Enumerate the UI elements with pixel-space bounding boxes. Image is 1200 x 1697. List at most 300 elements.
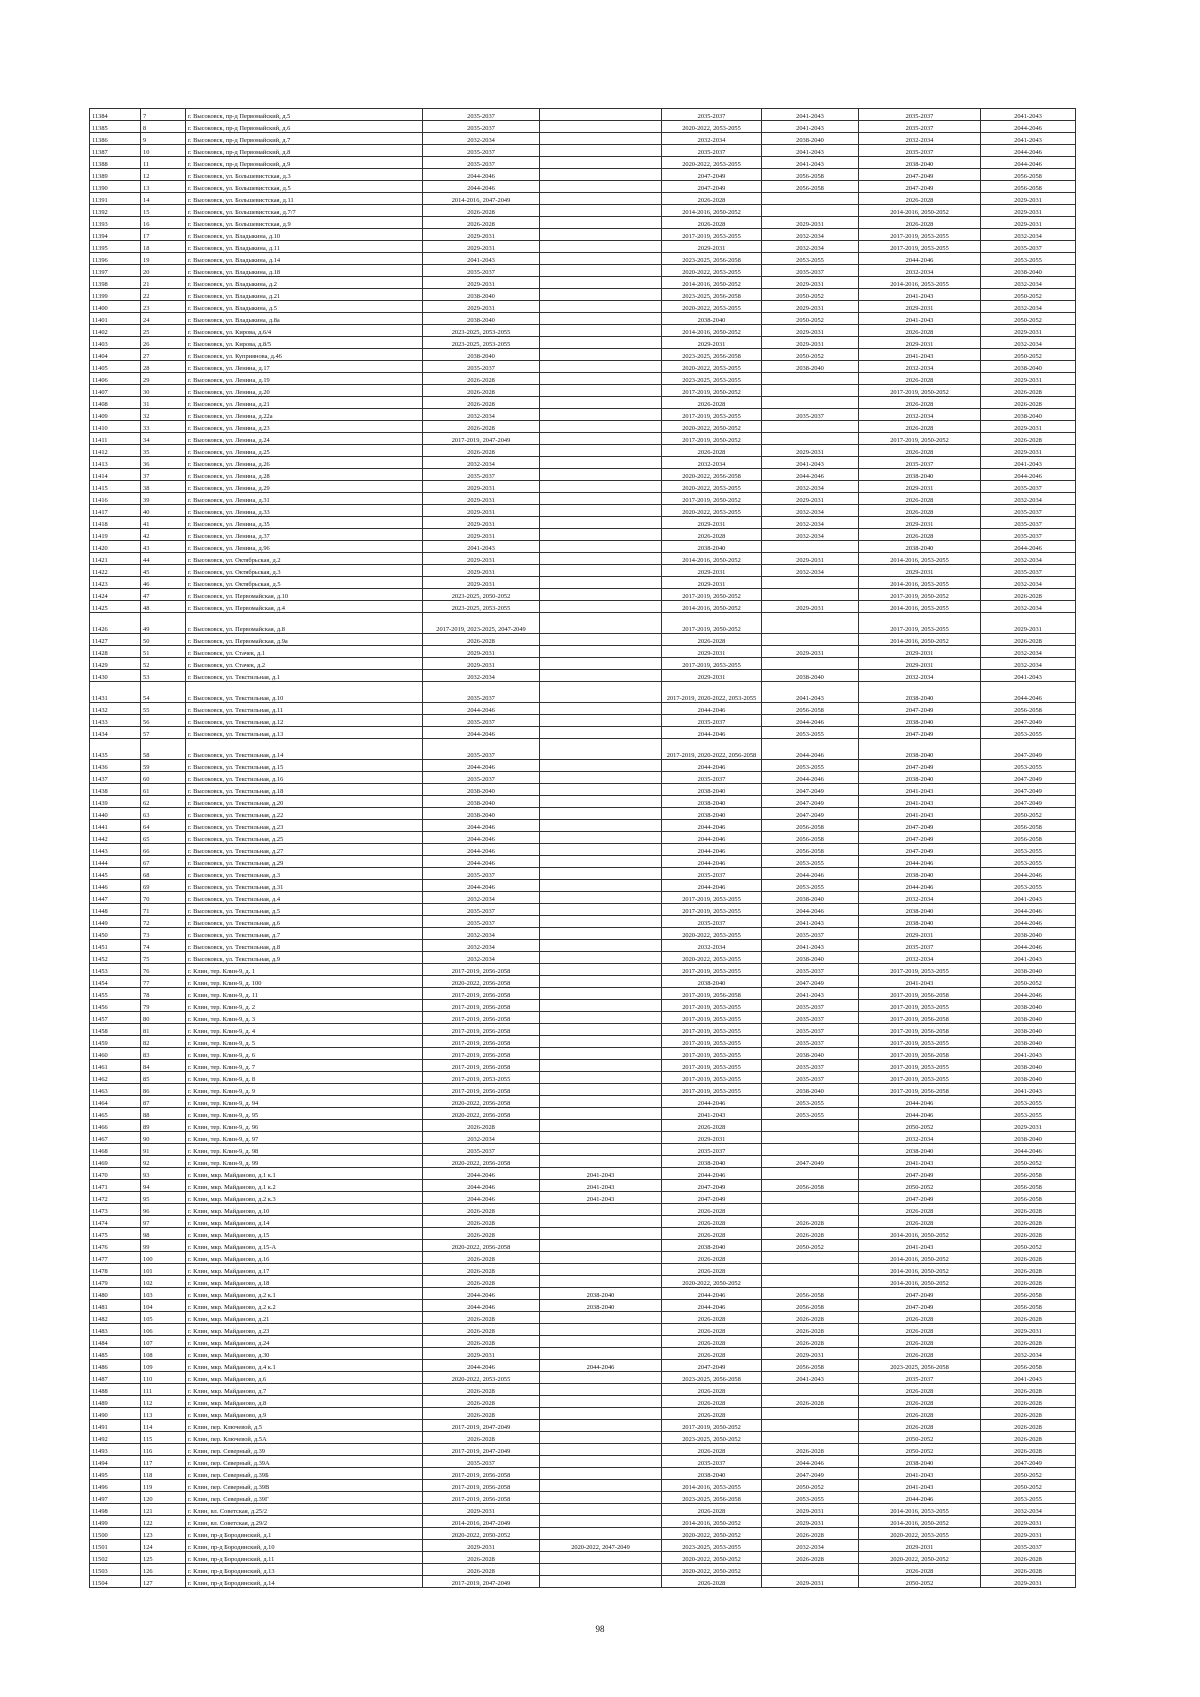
table-cell: 11387 (90, 145, 141, 157)
table-cell (540, 205, 662, 217)
table-row (90, 445, 1076, 457)
table-cell (540, 1084, 662, 1096)
table-cell: 2026-2028 (981, 1432, 1076, 1444)
table-cell (762, 1132, 859, 1144)
table-cell: 2029-2031 (423, 553, 540, 565)
table-cell: 11417 (90, 505, 141, 517)
table-cell: г. Клин, тер. Клин-9, д. 8 (186, 1072, 423, 1084)
table-cell (540, 1348, 662, 1360)
table-cell: 2041-2043 (981, 133, 1076, 145)
table-cell: 2056-2058 (762, 1360, 859, 1372)
table-cell: г. Высоковск, ул. Ленина, д.23 (186, 421, 423, 433)
table-cell: 80 (141, 1012, 186, 1024)
table-cell: 2032-2034 (859, 361, 981, 373)
table-cell: г. Клин, тер. Клин-9, д. 3 (186, 1012, 423, 1024)
table-row (90, 145, 1076, 157)
table-cell: г. Высоковск, ул. Кирова, д.6/4 (186, 325, 423, 337)
table-cell: 2020-2022, 2050-2052 (662, 1552, 762, 1564)
table-row (90, 1348, 1076, 1360)
table-cell: 2026-2028 (981, 397, 1076, 409)
table-cell: 2044-2046 (662, 727, 762, 739)
table-cell (762, 421, 859, 433)
table-cell: 2017-2019, 2053-2055 (662, 409, 762, 421)
table-cell: 2044-2046 (662, 856, 762, 868)
table-cell: г. Клин, пер. Ключевой, д.5А (186, 1432, 423, 1444)
table-cell: 2056-2058 (981, 1300, 1076, 1312)
table-cell: 2017-2019, 2053-2055 (662, 1000, 762, 1012)
table-cell (762, 433, 859, 445)
table-row (90, 1012, 1076, 1024)
table-row (90, 1204, 1076, 1216)
table-cell: 2017-2019, 2023-2025, 2047-2049 (423, 613, 540, 634)
table-cell: 11431 (90, 682, 141, 703)
table-cell: г. Высоковск, ул. Текстильная, д.23 (186, 820, 423, 832)
table-cell: 2035-2037 (981, 481, 1076, 493)
table-cell: 2014-2016, 2053-2055 (859, 601, 981, 613)
table-cell: 2029-2031 (423, 1540, 540, 1552)
table-cell: 83 (141, 1048, 186, 1060)
table-cell: г. Высоковск, ул. Текстильная, д.5 (186, 904, 423, 916)
table-cell: 2035-2037 (662, 109, 762, 121)
table-cell: г. Клин, мкр. Майданово, д.4 к.1 (186, 1360, 423, 1372)
table-cell: г. Клин, мкр. Майданово, д.9 (186, 1408, 423, 1420)
table-cell (540, 1456, 662, 1468)
table-cell: 2020-2022, 2053-2055 (662, 157, 762, 169)
table-cell: 2044-2046 (762, 1456, 859, 1468)
table-cell: 2026-2028 (859, 493, 981, 505)
table-cell: 2026-2028 (662, 193, 762, 205)
table-cell: 2044-2046 (981, 940, 1076, 952)
table-cell (540, 940, 662, 952)
table-cell: г. Высоковск, ул. Стачек, д.2 (186, 658, 423, 670)
table-cell: 11392 (90, 205, 141, 217)
table-cell: 2041-2043 (859, 1468, 981, 1480)
table-cell: 11495 (90, 1468, 141, 1480)
table-cell: 2026-2028 (662, 1396, 762, 1408)
table-cell: г. Высоковск, ул. Владыкина, д.10 (186, 229, 423, 241)
table-cell (540, 904, 662, 916)
table-cell: 2029-2031 (859, 646, 981, 658)
table-cell: г. Высоковск, ул. Большевистская, д.11 (186, 193, 423, 205)
table-cell (762, 373, 859, 385)
table-cell: г. Высоковск, ул. Октябрьская, д.5 (186, 577, 423, 589)
table-cell: 2041-2043 (859, 1156, 981, 1168)
table-cell: 109 (141, 1360, 186, 1372)
table-cell: 2044-2046 (981, 145, 1076, 157)
table-cell: г. Клин, мкр. Майданово, д.2 к.3 (186, 1192, 423, 1204)
table-cell: 2038-2040 (423, 784, 540, 796)
table-row (90, 349, 1076, 361)
table-cell: 11414 (90, 469, 141, 481)
table-cell: 59 (141, 760, 186, 772)
table-cell: 40 (141, 505, 186, 517)
table-row (90, 1216, 1076, 1228)
table-cell: 2038-2040 (981, 361, 1076, 373)
table-cell: г. Клин, тер. Клин-9, д. 2 (186, 1000, 423, 1012)
table-cell: 2041-2043 (981, 670, 1076, 682)
table-cell: 62 (141, 796, 186, 808)
table-cell (540, 634, 662, 646)
table-row (90, 703, 1076, 715)
table-row (90, 820, 1076, 832)
table-cell: 2014-2016, 2053-2055 (859, 277, 981, 289)
table-cell: г. Клин, пер. Северный, д.39 (186, 1444, 423, 1456)
table-cell: 2044-2046 (981, 868, 1076, 880)
table-cell: г. Высоковск, ул. Текстильная, д.6 (186, 916, 423, 928)
table-cell: 2029-2031 (423, 517, 540, 529)
table-cell: г. Высоковск, ул. Ленина, д.20 (186, 385, 423, 397)
table-cell: 11500 (90, 1528, 141, 1540)
table-cell (540, 265, 662, 277)
table-cell: 2044-2046 (981, 157, 1076, 169)
table-cell: 11447 (90, 892, 141, 904)
table-cell: 2014-2016, 2050-2052 (859, 1264, 981, 1276)
table-cell: г. Высоковск, ул. Текстильная, д.13 (186, 727, 423, 739)
table-cell: 2017-2019, 2056-2058 (423, 1480, 540, 1492)
table-cell: 2026-2028 (859, 421, 981, 433)
table-cell: 38 (141, 481, 186, 493)
table-cell: 76 (141, 964, 186, 976)
table-cell: 2053-2055 (762, 727, 859, 739)
table-cell: г. Высоковск, ул. Ленина, д.19 (186, 373, 423, 385)
table-cell: 2038-2040 (762, 892, 859, 904)
table-cell: 2026-2028 (859, 1564, 981, 1576)
table-cell: 2017-2019, 2050-2052 (859, 589, 981, 601)
table-row (90, 121, 1076, 133)
table-cell: 8 (141, 121, 186, 133)
table-cell: 2047-2049 (859, 169, 981, 181)
table-cell: 2038-2040 (859, 904, 981, 916)
table-cell: 2029-2031 (859, 337, 981, 349)
table-cell: 11489 (90, 1396, 141, 1408)
table-cell: 2026-2028 (423, 1396, 540, 1408)
table-cell: 39 (141, 493, 186, 505)
table-cell: 2017-2019, 2050-2052 (859, 433, 981, 445)
table-cell: г. Высоковск, ул. Владыкина, д.8а (186, 313, 423, 325)
table-cell: 2047-2049 (762, 976, 859, 988)
table-cell: г. Высоковск, ул. Текстильная, д.9 (186, 952, 423, 964)
table-cell: 2041-2043 (423, 253, 540, 265)
table-cell: 11502 (90, 1552, 141, 1564)
table-cell (540, 517, 662, 529)
table-cell: г. Высоковск, ул. Текстильная, д.22 (186, 808, 423, 820)
table-cell: 2047-2049 (981, 715, 1076, 727)
table-cell (540, 1132, 662, 1144)
table-cell: г. Высоковск, ул. Ленина, д.21 (186, 397, 423, 409)
table-cell: 2029-2031 (762, 1516, 859, 1528)
table-row (90, 892, 1076, 904)
table-cell: г. Высоковск, ул. Владыкина, д.5 (186, 301, 423, 313)
table-cell: 2050-2052 (859, 1444, 981, 1456)
table-cell: 11483 (90, 1324, 141, 1336)
table-cell: 2026-2028 (423, 1312, 540, 1324)
table-cell: 2044-2046 (981, 541, 1076, 553)
table-cell: 2029-2031 (423, 481, 540, 493)
table-cell: 2032-2034 (423, 952, 540, 964)
table-cell: 2032-2034 (423, 409, 540, 421)
table-cell: 2038-2040 (981, 1000, 1076, 1012)
table-cell: 20 (141, 265, 186, 277)
table-cell: 2044-2046 (423, 820, 540, 832)
table-cell: 2020-2022, 2053-2055 (662, 952, 762, 964)
table-cell: 11398 (90, 277, 141, 289)
table-row (90, 1096, 1076, 1108)
table-row (90, 1060, 1076, 1072)
table-cell: 2017-2019, 2050-2052 (662, 589, 762, 601)
table-cell (762, 1144, 859, 1156)
table-cell: 2038-2040 (662, 1468, 762, 1480)
table-cell (540, 1372, 662, 1384)
table-cell: 2044-2046 (859, 1492, 981, 1504)
table-cell: 11429 (90, 658, 141, 670)
table-cell: 2035-2037 (423, 904, 540, 916)
table-cell: 2026-2028 (662, 1348, 762, 1360)
schedule-table-sheet (89, 108, 1071, 1588)
table-cell: 2029-2031 (981, 613, 1076, 634)
table-row (90, 1228, 1076, 1240)
table-cell: г. Клин, пер. Северный, д.39В (186, 1480, 423, 1492)
table-cell: 2020-2022, 2056-2058 (662, 469, 762, 481)
table-cell (540, 505, 662, 517)
table-row (90, 760, 1076, 772)
table-cell (540, 601, 662, 613)
table-cell (762, 205, 859, 217)
table-cell: 2026-2028 (859, 325, 981, 337)
table-cell: 2026-2028 (423, 1264, 540, 1276)
table-cell: 2026-2028 (423, 1408, 540, 1420)
table-cell: 2050-2052 (762, 289, 859, 301)
table-cell: 74 (141, 940, 186, 952)
table-cell: г. Клин, тер. Клин-9, д. 6 (186, 1048, 423, 1060)
table-row (90, 952, 1076, 964)
table-cell: 2044-2046 (981, 1144, 1076, 1156)
table-cell: 2020-2022, 2050-2052 (662, 1564, 762, 1576)
table-cell: 121 (141, 1504, 186, 1516)
table-cell: 11430 (90, 670, 141, 682)
table-cell (540, 589, 662, 601)
table-cell: 2026-2028 (423, 421, 540, 433)
table-cell: 2044-2046 (423, 1360, 540, 1372)
table-row (90, 1444, 1076, 1456)
table-cell: 2041-2043 (981, 1084, 1076, 1096)
table-cell: 2032-2034 (762, 229, 859, 241)
table-cell (762, 634, 859, 646)
table-cell: 2035-2037 (762, 964, 859, 976)
table-cell: 2026-2028 (423, 1204, 540, 1216)
table-cell: 2041-2043 (859, 1480, 981, 1492)
table-row (90, 421, 1076, 433)
table-cell: 92 (141, 1156, 186, 1168)
table-cell: 2023-2025, 2053-2055 (423, 337, 540, 349)
table-cell: 2014-2016, 2050-2052 (662, 553, 762, 565)
table-cell (540, 193, 662, 205)
table-cell (540, 1276, 662, 1288)
table-cell: 2053-2055 (981, 1492, 1076, 1504)
table-cell: 2017-2019, 2053-2055 (859, 1036, 981, 1048)
table-cell: 2050-2052 (981, 1468, 1076, 1480)
table-cell: 2053-2055 (762, 1492, 859, 1504)
table-row (90, 634, 1076, 646)
table-cell: 16 (141, 217, 186, 229)
table-cell: 84 (141, 1060, 186, 1072)
table-cell (540, 808, 662, 820)
table-cell: 2038-2040 (981, 1132, 1076, 1144)
table-cell: г. Клин, тер. Клин-9, д. 99 (186, 1156, 423, 1168)
table-cell: 14 (141, 193, 186, 205)
table-cell (540, 1000, 662, 1012)
page-number: 98 (595, 1624, 605, 1634)
table-cell: 2044-2046 (423, 181, 540, 193)
table-cell: 2038-2040 (423, 349, 540, 361)
table-cell: 2056-2058 (762, 1288, 859, 1300)
table-cell: 117 (141, 1456, 186, 1468)
table-cell: 11384 (90, 109, 141, 121)
table-cell: 11413 (90, 457, 141, 469)
table-cell: 2020-2022, 2053-2055 (662, 265, 762, 277)
table-cell: 2041-2043 (859, 289, 981, 301)
table-cell: 2035-2037 (662, 1144, 762, 1156)
table-cell: 11394 (90, 229, 141, 241)
table-cell: 2017-2019, 2047-2049 (423, 433, 540, 445)
table-cell: 2017-2019, 2056-2058 (423, 1468, 540, 1480)
table-cell (540, 1420, 662, 1432)
table-cell: 11386 (90, 133, 141, 145)
table-cell: 2026-2028 (859, 1384, 981, 1396)
table-cell: г. Высоковск, ул. Ленина, д.29 (186, 481, 423, 493)
table-cell: 2053-2055 (981, 727, 1076, 739)
table-cell: 2023-2025, 2053-2055 (423, 601, 540, 613)
table-cell: 2020-2022, 2050-2052 (662, 1276, 762, 1288)
table-cell: 11438 (90, 784, 141, 796)
table-cell: 2026-2028 (423, 1336, 540, 1348)
table-cell: 60 (141, 772, 186, 784)
table-cell: 11456 (90, 1000, 141, 1012)
table-cell: 2014-2016, 2050-2052 (859, 1228, 981, 1240)
table-cell: 2029-2031 (423, 565, 540, 577)
table-cell: г. Высоковск, ул. Текстильная, д.1 (186, 670, 423, 682)
table-cell: 2029-2031 (859, 301, 981, 313)
table-cell: 2035-2037 (981, 529, 1076, 541)
table-cell: 65 (141, 832, 186, 844)
table-cell (540, 145, 662, 157)
table-cell: 2020-2022, 2053-2055 (662, 301, 762, 313)
table-cell: 58 (141, 739, 186, 760)
table-cell: 11494 (90, 1456, 141, 1468)
table-cell: 11441 (90, 820, 141, 832)
table-cell: 2017-2019, 2056-2058 (423, 1036, 540, 1048)
table-row (90, 265, 1076, 277)
table-cell: 2038-2040 (981, 928, 1076, 940)
table-cell: 2041-2043 (762, 457, 859, 469)
table-cell: 11492 (90, 1432, 141, 1444)
table-row (90, 1408, 1076, 1420)
table-cell: 2053-2055 (762, 880, 859, 892)
table-cell: 2053-2055 (762, 760, 859, 772)
table-cell (540, 928, 662, 940)
table-cell: 2026-2028 (662, 1324, 762, 1336)
table-row (90, 1084, 1076, 1096)
table-cell: 2029-2031 (981, 217, 1076, 229)
table-cell: 2029-2031 (981, 1576, 1076, 1588)
table-cell (540, 1324, 662, 1336)
table-row (90, 1360, 1076, 1372)
table-cell (762, 1264, 859, 1276)
table-cell: 2026-2028 (762, 1228, 859, 1240)
table-cell: 2029-2031 (423, 577, 540, 589)
table-cell: 11459 (90, 1036, 141, 1048)
table-cell: 2026-2028 (981, 1252, 1076, 1264)
table-cell (540, 361, 662, 373)
table-cell (540, 703, 662, 715)
table-cell: 11465 (90, 1108, 141, 1120)
table-cell (540, 301, 662, 313)
table-cell: 102 (141, 1276, 186, 1288)
table-cell (540, 421, 662, 433)
table-cell: 11446 (90, 880, 141, 892)
table-cell: 2026-2028 (762, 1396, 859, 1408)
table-cell: 2044-2046 (859, 856, 981, 868)
table-cell: 2044-2046 (762, 739, 859, 760)
table-cell (540, 493, 662, 505)
table-cell: 2044-2046 (662, 1300, 762, 1312)
table-cell: 125 (141, 1552, 186, 1564)
table-cell: 2029-2031 (762, 277, 859, 289)
table-cell: 2044-2046 (662, 844, 762, 856)
table-cell: 2026-2028 (423, 1324, 540, 1336)
table-cell: 11491 (90, 1420, 141, 1432)
table-cell: 2050-2052 (859, 1432, 981, 1444)
table-cell: 56 (141, 715, 186, 727)
table-cell: 2038-2040 (540, 1300, 662, 1312)
table-cell: 42 (141, 529, 186, 541)
table-cell: г. Высоковск, ул. Текстильная, д.10 (186, 682, 423, 703)
table-cell: 94 (141, 1180, 186, 1192)
table-row (90, 784, 1076, 796)
table-cell: 2026-2028 (762, 1312, 859, 1324)
table-cell: 2014-2016, 2050-2052 (859, 1516, 981, 1528)
table-cell: 2041-2043 (859, 784, 981, 796)
table-row (90, 109, 1076, 121)
table-cell: 2038-2040 (762, 1048, 859, 1060)
table-cell: 2026-2028 (423, 445, 540, 457)
table-cell: 98 (141, 1228, 186, 1240)
table-cell: 2026-2028 (981, 385, 1076, 397)
table-row (90, 976, 1076, 988)
table-cell: 106 (141, 1324, 186, 1336)
table-cell: 2032-2034 (981, 277, 1076, 289)
table-cell: 34 (141, 433, 186, 445)
table-cell: 51 (141, 646, 186, 658)
table-cell (540, 529, 662, 541)
table-cell: 11 (141, 157, 186, 169)
table-cell (540, 1480, 662, 1492)
table-cell: 2035-2037 (762, 1072, 859, 1084)
table-cell: 11427 (90, 634, 141, 646)
table-cell (540, 241, 662, 253)
table-cell: 2047-2049 (662, 1192, 762, 1204)
table-cell: 11493 (90, 1444, 141, 1456)
table-cell: 2044-2046 (423, 1180, 540, 1192)
table-cell: 2038-2040 (859, 682, 981, 703)
table-cell: 2026-2028 (662, 1228, 762, 1240)
table-cell: 11404 (90, 349, 141, 361)
table-cell: 2026-2028 (762, 1216, 859, 1228)
table-cell: 30 (141, 385, 186, 397)
table-cell: 2047-2049 (662, 169, 762, 181)
table-cell: 115 (141, 1432, 186, 1444)
table-cell: 2029-2031 (762, 646, 859, 658)
table-cell: 2026-2028 (762, 1336, 859, 1348)
